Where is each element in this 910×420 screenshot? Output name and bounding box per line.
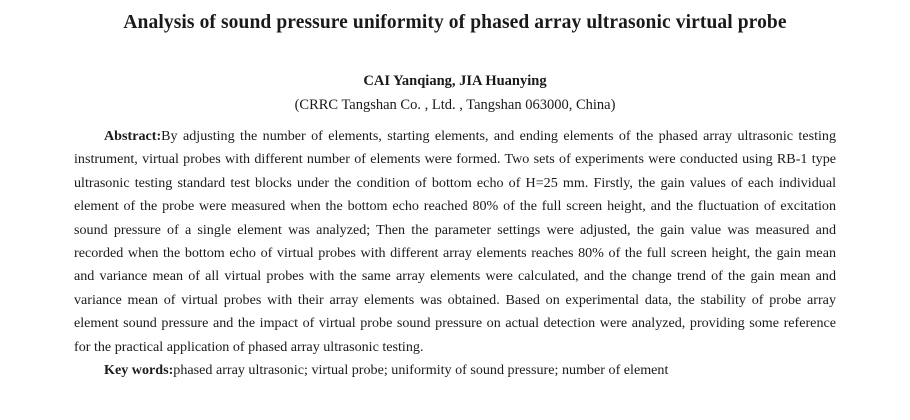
paper-authors: CAI Yanqiang, JIA Huanying <box>363 73 547 89</box>
keywords-paragraph <box>74 359 836 382</box>
abstract-label: Abstract: <box>104 128 162 144</box>
abstract-text: By adjusting the number of elements, starting elements, and ending elements of the phased array ultrasonic testing instrument, virtual probes with different number of elements were formed. Two sets of experiments were conducted using RB-1 type ultrasonic testing standard test blocks under the condition of bottom echo of H=25 mm. Firstly, the gain values of each individual element of the probe were measured when the bottom echo reached 80% of the full screen height, and the fluctuation of excitation sound pressure of a single element was analyzed; Then the parameter settings were adjusted, the gain value was measured and recorded when the bottom echo of virtual probes with different array elements reaches 80% of the full screen height, the gain mean and variance mean of all virtual probes with the same array elements were calculated, and the change trend of the gain mean and variance mean of virtual probes with their array elements was obtained. Based on experimental data, the stability of probe array element sound pressure and the impact of virtual probe sound pressure on actual detection were analyzed, providing some reference for the practical application of phased array ultrasonic testing. <box>74 128 836 355</box>
paper-affiliation: (CRRC Tangshan Co. , Ltd. , Tangshan 063000, China) <box>294 97 616 113</box>
paper-title: Analysis of sound pressure uniformity of phased array ultrasonic virtual probe <box>123 12 787 33</box>
keywords-label: Key words: <box>104 362 174 379</box>
abstract-paragraph <box>74 125 836 359</box>
keywords-text: phased array ultrasonic; virtual probe; uniformity of sound pressure; number of element <box>173 362 669 379</box>
